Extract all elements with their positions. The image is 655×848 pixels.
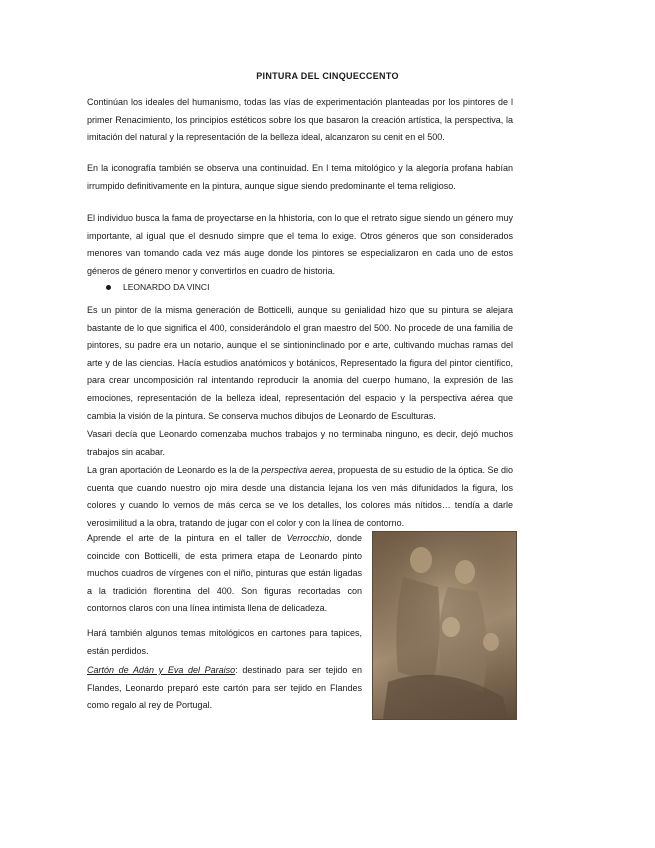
- carton-text: : destinado para ser tejido en Flandes, Leonardo preparó este cartón para ser tejido en Flandes como regalo al rey de Portugal.: [87, 665, 363, 711]
- bullet-leonardo: [106, 280, 209, 294]
- paragraph-verrocchio: [87, 530, 362, 618]
- paragraph-intro: Continúan los ideales del humanismo, todas las vías de experimentación planteadas por los pintores de l primer Renacimiento, los principios estéticos sobre los que basaron la creación artística, la perspectiva, la imitación del natural y la representación de la belleza ideal, alcanzaron su cenit en el 500.: [87, 97, 513, 143]
- paragraph-vasari: Vasari decía que Leonardo comenzaba muchos trabajos y no terminaba ninguno, es decir, dejó muchos trabajos sin acabar.: [87, 429, 513, 457]
- verrocchio-text-b: , donde coincide con Botticelli, de esta primera etapa de Leonardo pinto muchos cuadros de vírgenes con el niño, pinturas que están ligadas a la tradición florentina del 400. Son figuras recortadas con contornos claros con una línea intimista llena de delicadeza.: [87, 533, 362, 614]
- perspective-text-a: La gran aportación de Leonardo es la de la: [87, 465, 262, 475]
- page-title: PINTURA DEL CINQUECCENTO: [256, 71, 399, 81]
- paragraph-tapestries: Hará también algunos temas mitológicos en cartones para tapices, están perdidos.: [87, 628, 362, 656]
- bullet-dot-icon: [106, 285, 111, 290]
- carton-title: Cartón de Adán y Eva del Paraiso: [87, 665, 236, 675]
- painting-image: [372, 531, 517, 720]
- verrocchio-text-a: Aprende el arte de la pintura en el taller de: [87, 533, 287, 543]
- paragraph-perspective: [87, 462, 513, 532]
- paragraph-iconography: En la iconografía también se observa una continuidad. En l tema mitológico y la alegoría profana habían irrumpido definitivamente en la pintura, aunque sigue siendo predominante el tema religioso.: [87, 163, 513, 191]
- perspective-term: perspectiva aerea: [261, 465, 333, 475]
- painting-artwork: [373, 532, 516, 719]
- perspective-text-b: , propuesta de su estudio de la óptica. Se dio cuenta que cuando nuestro ojo mira desde una distancia lejana los ven más difunidados la figura, los colores y cuando lo vemos de más cerca se ve los detalles, los colores más nítidos… tendía a darle verosimilitud a la obra, tratando de jugar con el color y con la línea de contorno.: [87, 465, 513, 528]
- section-heading: LEONARDO DA VINCI: [123, 282, 210, 292]
- paragraph-individual: El individuo busca la fama de proyectarse en la hhistoria, con lo que el retrato sigue siendo un género muy importante, al igual que el desnudo simpre que el tema lo exige. Otros géneros que son considerados menores van tomando cada vez más auge donde los pintores se especializaron en cada uno de estos géneros de género menor y convertirlos en cuadro de historia.: [87, 213, 513, 276]
- verrocchio-name: Verrocchio: [286, 533, 330, 543]
- paragraph-carton: [87, 662, 362, 715]
- paragraph-leonardo-bio: Es un pintor de la misma generación de Botticelli, aunque su genialidad hizo que su pintura se alejara bastante de lo que significa el 400, considerándolo el gran maestro del 500. No procede de una familia de pintores, su padre era un notario, aunque el se sintioninclinado por e arte, cultivando muchas ramas del arte y de las ciencias. Hacía estudios anatómicos y botánicos, Representado la figura del pintor científico, para crear uncomposición ral intentando reproducir la anomia del cuerpo humano, la expresión de las emociones, representación de la belleza ideal, representación del espacio y la perspectiva aérea que cambia la visión de la pintura. Se conserva muchos dibujos de Leonardo de Esculturas.: [87, 305, 513, 421]
